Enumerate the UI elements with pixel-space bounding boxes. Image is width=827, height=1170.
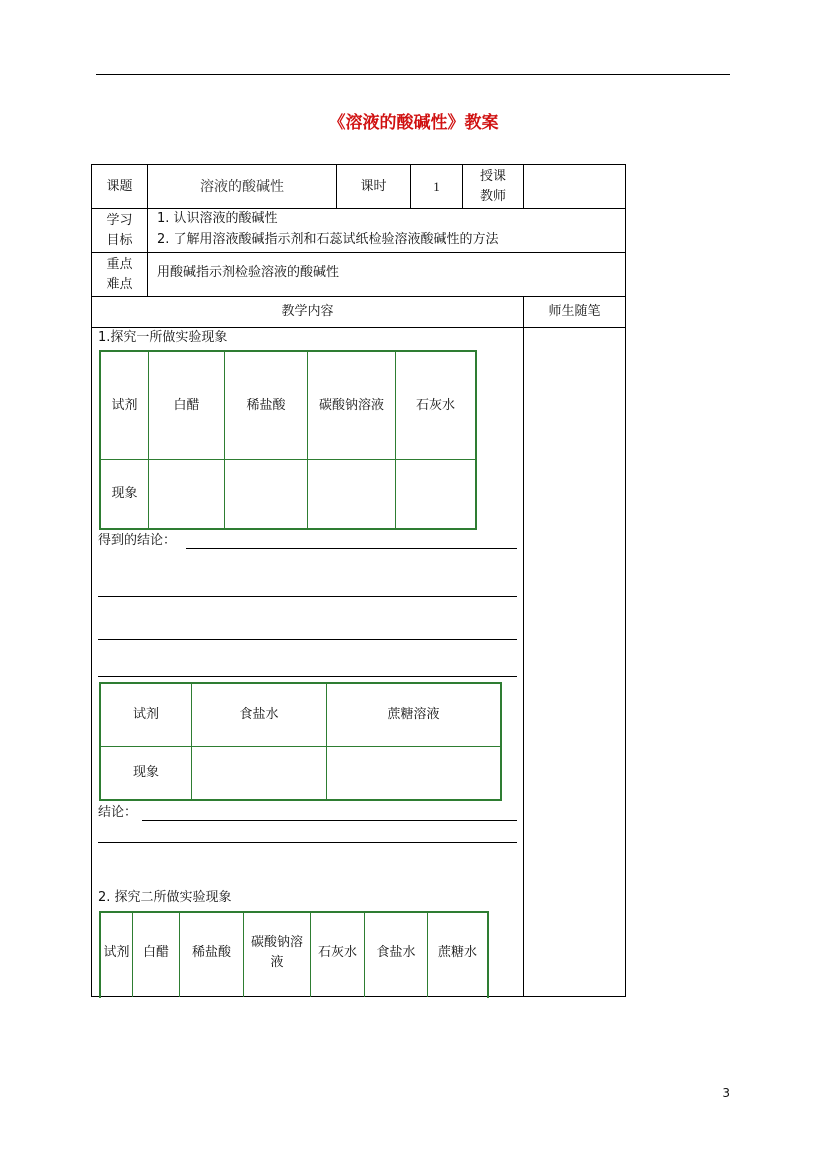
- subject-value: 溶液的酸碱性: [200, 178, 284, 195]
- answer-line: [98, 596, 517, 597]
- content-header: 教学内容: [281, 304, 334, 319]
- table-header-cell: 碳酸钠溶液: [318, 397, 384, 413]
- focus-label-line1: 重点: [106, 256, 133, 272]
- table-header-cell: 石灰水: [415, 397, 455, 413]
- table-header-cell: 食盐水: [376, 945, 416, 960]
- teacher-label-line2: 教师: [479, 188, 506, 204]
- answer-line: [142, 820, 517, 821]
- notes-header: 师生随笔: [548, 304, 601, 319]
- subject-label: 课题: [106, 178, 133, 194]
- table-row-label: 现象: [132, 765, 159, 780]
- table-header-cell: 白醋: [142, 945, 169, 960]
- table-header-cell: 试剂: [132, 707, 159, 722]
- table-header-cell: 蔗糖水: [437, 945, 477, 960]
- section1-title: 1.探究一所做实验现象: [98, 330, 228, 345]
- answer-line: [98, 676, 517, 677]
- table-header-cell: 石灰水: [317, 945, 357, 960]
- answer-line: [98, 842, 517, 843]
- table-header-line: 碳酸钠溶: [250, 935, 303, 950]
- answer-line: [98, 639, 517, 640]
- table-header-line: 液: [270, 955, 284, 970]
- conclusion-label: 结论：: [98, 805, 138, 820]
- page-title: 《溶液的酸碱性》教案: [328, 113, 499, 133]
- teacher-label-line1: 授课: [479, 168, 506, 184]
- goals-label-line2: 目标: [106, 232, 133, 248]
- focus-value: 用酸碱指示剂检验溶液的酸碱性: [157, 265, 340, 280]
- goal-item: 1. 认识溶液的酸碱性: [157, 211, 278, 226]
- header-rule: [96, 74, 730, 75]
- section2-title: 2. 探究二所做实验现象: [98, 890, 232, 905]
- teacher-value[interactable]: [524, 165, 625, 208]
- focus-label: [92, 253, 147, 296]
- period-value: 1: [433, 178, 440, 194]
- table-header-cell: 试剂: [103, 945, 130, 960]
- table-header-cell: 稀盐酸: [191, 945, 231, 960]
- lesson-table: [91, 164, 626, 997]
- table-header-cell: 食盐水: [239, 707, 279, 722]
- col-divider: [523, 296, 524, 997]
- table-header-cell: 白醋: [173, 397, 200, 413]
- teacher-label: [463, 165, 523, 208]
- table-row-label: 现象: [111, 486, 138, 501]
- goal-item: 2. 了解用溶液酸碱指示剂和石蕊试纸检验溶液酸碱性的方法: [157, 232, 499, 247]
- table-header-cell: 稀盐酸: [246, 397, 286, 413]
- row-divider: [91, 252, 626, 253]
- table-header-cell: 蔗糖溶液: [387, 707, 440, 722]
- answer-line: [186, 548, 517, 549]
- focus-label-line2: 难点: [106, 276, 133, 292]
- table-header-cell: [244, 913, 310, 993]
- table-row-divider: [99, 459, 477, 460]
- table-header-cell: 试剂: [111, 397, 138, 413]
- conclusion-label: 得到的结论：: [98, 533, 177, 548]
- period-label: 课时: [360, 178, 387, 194]
- goals-label: [92, 209, 147, 252]
- goals-label-line1: 学习: [106, 212, 133, 228]
- page-number: 3: [722, 1086, 730, 1100]
